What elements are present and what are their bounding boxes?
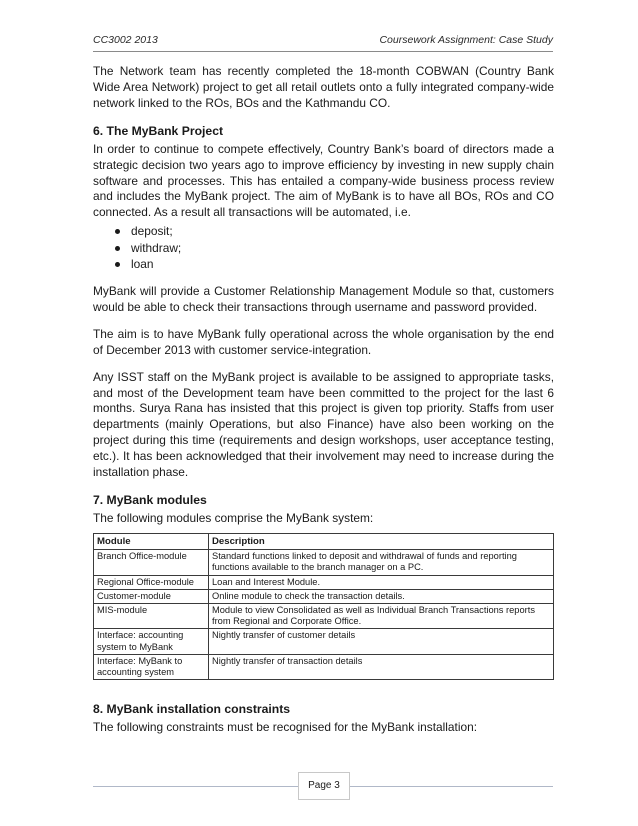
section-6-heading: 6. The MyBank Project <box>93 123 224 138</box>
module-cell: Interface: accounting system to MyBank <box>94 629 209 654</box>
section-7-heading: 7. MyBank modules <box>93 493 207 507</box>
transaction-type-list <box>93 223 554 273</box>
table-row <box>94 550 554 575</box>
description-cell: Nightly transfer of transaction details <box>209 654 554 679</box>
table-row <box>94 589 554 603</box>
table-row <box>94 629 554 654</box>
page-number: Page 3 <box>298 772 350 800</box>
module-cell: MIS-module <box>94 603 209 628</box>
intro-paragraph: The Network team has recently completed the 18-month COBWAN (Country Bank Wide Area Network) project to get all retail outlets onto a fully integrated company-wide network linked to the ROs, BOs and the Kathmandu CO. <box>93 64 554 110</box>
column-header-module: Module <box>94 533 209 549</box>
page-body <box>93 64 554 747</box>
table-header-row <box>94 533 554 549</box>
description-cell: Nightly transfer of customer details <box>209 629 554 654</box>
list-item: withdraw; <box>115 240 554 257</box>
section-6-paragraph-1: In order to continue to compete effectively, Country Bank’s board of directors made a strategic decision two years ago to improve efficiency by investing in new supply chain software and processes. This has entailed a company-wide business process review and includes the MyBank project. The aim of MyBank is to have all BOs, ROs and CO connected. As a result all transactions will be automated, i.e. <box>93 141 554 220</box>
section-7-lead: The following modules comprise the MyBank system: <box>93 511 374 525</box>
header-document-title: Coursework Assignment: Case Study <box>379 34 553 46</box>
list-item: deposit; <box>115 223 554 240</box>
description-cell: Module to view Consolidated as well as Individual Branch Transactions reports from Regional and Corporate Office. <box>209 603 554 628</box>
description-cell: Online module to check the transaction details. <box>209 589 554 603</box>
section-8-lead: The following constraints must be recognised for the MyBank installation: <box>93 720 477 735</box>
module-cell: Branch Office-module <box>94 550 209 575</box>
column-header-description: Description <box>209 533 554 549</box>
table-row <box>94 603 554 628</box>
section-6-paragraph-2: MyBank will provide a Customer Relationship Management Module so that, customers would be able to check their transactions through username and password provided. <box>93 284 554 314</box>
modules-table <box>93 533 554 680</box>
module-cell: Regional Office-module <box>94 575 209 589</box>
table-row <box>94 654 554 679</box>
table-row <box>94 575 554 589</box>
section-6-paragraph-4: Any ISST staff on the MyBank project is available to be assigned to appropriate tasks, and most of the Development team have been committed to the project for the last 6 months. Surya Rana has insisted that this project is given top priority. Staffs from user departments (mainly Operations, but also Finance) have also been working on the project during this time (requirements and design workshops, user acceptance testing, etc.). It has been acknowledged that their involvement may need to increase during the installation phase. <box>93 369 554 480</box>
header-divider <box>93 51 553 52</box>
module-cell: Interface: MyBank to accounting system <box>94 654 209 679</box>
description-cell: Loan and Interest Module. <box>209 575 554 589</box>
section-8-heading: 8. MyBank installation constraints <box>93 702 291 717</box>
header-course-code: CC3002 2013 <box>93 34 158 46</box>
list-item: loan <box>115 256 554 273</box>
section-6-paragraph-3: The aim is to have MyBank fully operational across the whole organisation by the end of December 2013 with customer service-integration. <box>93 326 554 357</box>
page-header <box>93 34 553 46</box>
description-cell: Standard functions linked to deposit and withdrawal of funds and reporting functions available to the branch manager on a PC. <box>209 550 554 575</box>
module-cell: Customer-module <box>94 589 209 603</box>
